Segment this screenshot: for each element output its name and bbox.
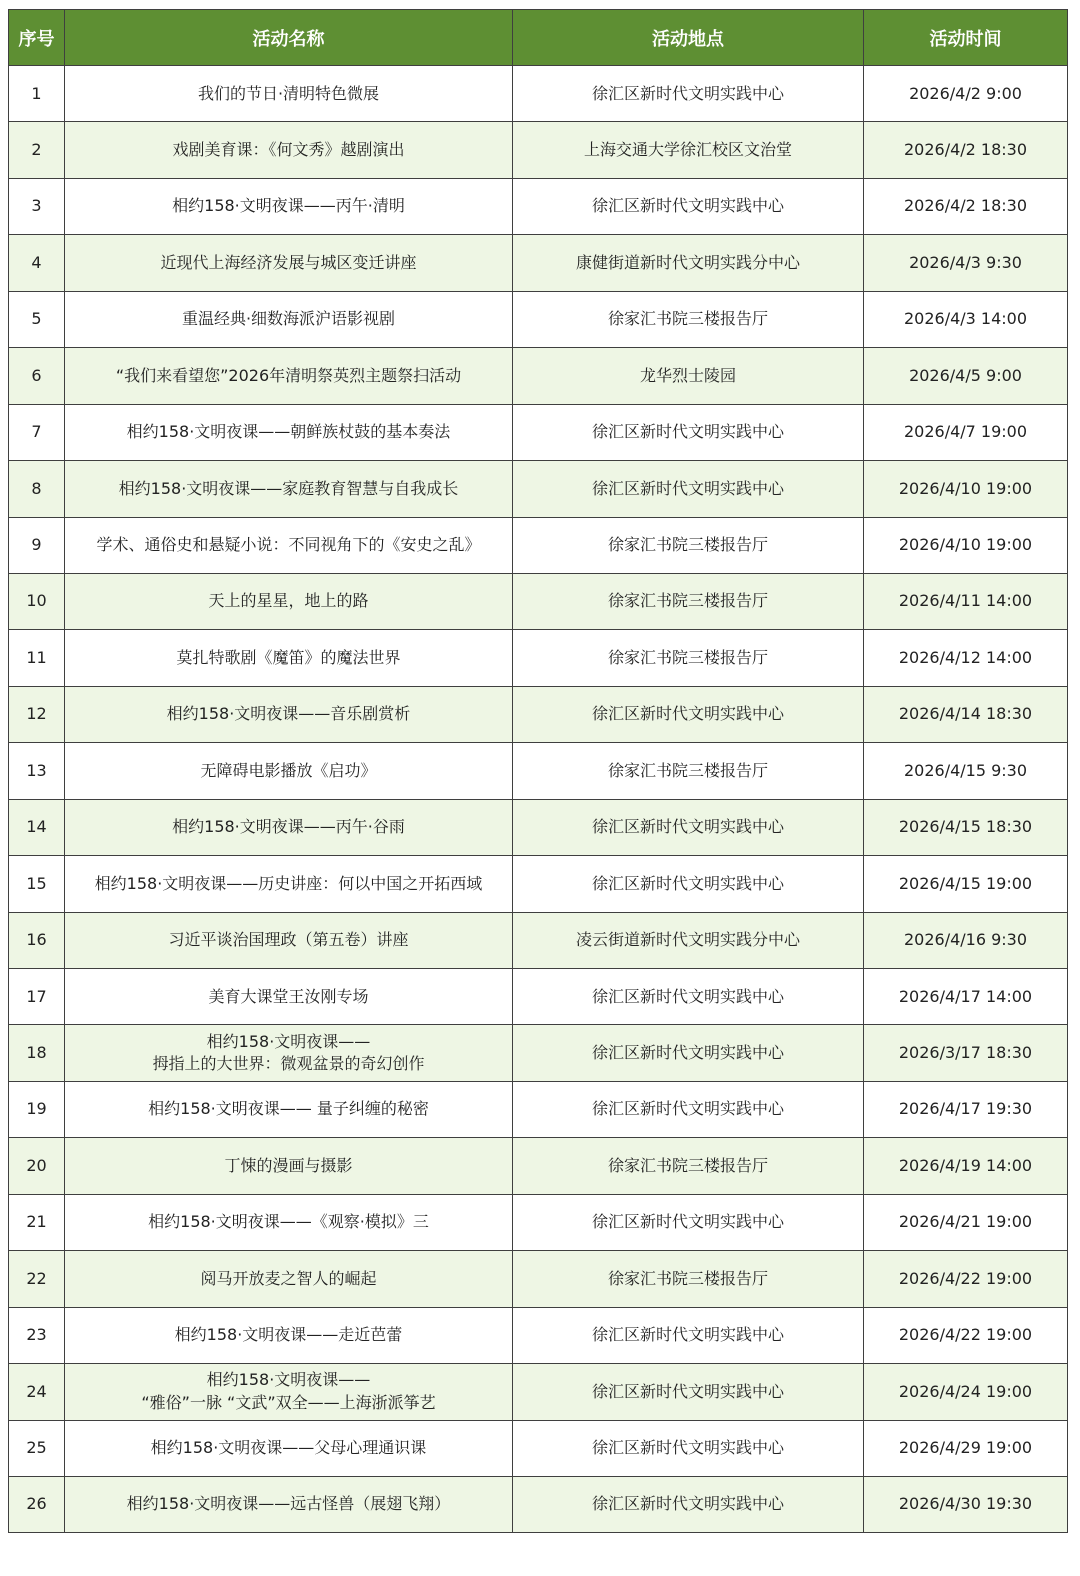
activity-time: 2026/4/15 18:30 xyxy=(864,799,1068,855)
activity-place: 徐汇区新时代文明实践中心 xyxy=(513,1364,864,1420)
activity-place: 徐汇区新时代文明实践中心 xyxy=(513,799,864,855)
row-index: 4 xyxy=(9,235,65,291)
activity-place: 徐汇区新时代文明实践中心 xyxy=(513,1307,864,1363)
activity-name xyxy=(65,1307,513,1363)
activity-name-line: 相约158·文明夜课—— xyxy=(206,1370,371,1390)
header-activity-time: 活动时间 xyxy=(864,10,1068,66)
table-row xyxy=(9,348,1068,404)
activity-name-line: 相约158·文明夜课—— xyxy=(206,1031,371,1051)
table-row xyxy=(9,969,1068,1025)
row-index: 5 xyxy=(9,291,65,347)
row-index: 23 xyxy=(9,1307,65,1363)
activity-name xyxy=(65,178,513,234)
activity-place: 徐家汇书院三楼报告厅 xyxy=(513,573,864,629)
header-activity-place: 活动地点 xyxy=(513,10,864,66)
row-index: 14 xyxy=(9,799,65,855)
table-row xyxy=(9,1138,1068,1194)
activity-name xyxy=(65,856,513,912)
row-index: 17 xyxy=(9,969,65,1025)
activity-name-line: 相约158·文明夜课——丙午·清明 xyxy=(172,196,405,216)
table-row xyxy=(9,1251,1068,1307)
table-body xyxy=(9,66,1068,1533)
header-activity-name: 活动名称 xyxy=(65,10,513,66)
header-index: 序号 xyxy=(9,10,65,66)
activity-time: 2026/4/2 18:30 xyxy=(864,178,1068,234)
activity-name-line: 天上的星星，地上的路 xyxy=(208,591,369,611)
activity-place: 凌云街道新时代文明实践分中心 xyxy=(513,912,864,968)
activity-name xyxy=(65,404,513,460)
activity-name-line: 相约158·文明夜课——父母心理通识课 xyxy=(150,1438,427,1458)
activity-name-line: 莫扎特歌剧《魔笛》的魔法世界 xyxy=(176,647,401,667)
table-row xyxy=(9,235,1068,291)
table-row xyxy=(9,66,1068,122)
row-index: 7 xyxy=(9,404,65,460)
activity-name xyxy=(65,1194,513,1250)
activity-place: 徐家汇书院三楼报告厅 xyxy=(513,630,864,686)
activity-name-line: 拇指上的大世界：微观盆景的奇幻创作 xyxy=(152,1054,425,1074)
activity-time: 2026/4/14 18:30 xyxy=(864,686,1068,742)
activity-place: 徐汇区新时代文明实践中心 xyxy=(513,1420,864,1476)
activity-name xyxy=(65,1025,513,1081)
activity-name-line: 相约158·文明夜课——音乐剧赏析 xyxy=(166,704,411,724)
row-index: 26 xyxy=(9,1476,65,1532)
row-index: 24 xyxy=(9,1364,65,1420)
activity-time: 2026/4/2 9:00 xyxy=(864,66,1068,122)
activity-place: 上海交通大学徐汇校区文治堂 xyxy=(513,122,864,178)
row-index: 22 xyxy=(9,1251,65,1307)
activity-time: 2026/4/29 19:00 xyxy=(864,1420,1068,1476)
activity-place: 徐汇区新时代文明实践中心 xyxy=(513,686,864,742)
activity-name-line: 相约158·文明夜课—— 量子纠缠的秘密 xyxy=(148,1099,429,1119)
table-row xyxy=(9,178,1068,234)
table-row xyxy=(9,799,1068,855)
row-index: 25 xyxy=(9,1420,65,1476)
activity-name-line: 重温经典·细数海派沪语影视剧 xyxy=(181,309,396,329)
activity-name-line: 我们的节日·清明特色微展 xyxy=(197,83,380,103)
row-index: 12 xyxy=(9,686,65,742)
activity-name-line: 相约158·文明夜课——远古怪兽（展翅飞翔） xyxy=(126,1494,451,1514)
table-row xyxy=(9,573,1068,629)
activity-name xyxy=(65,235,513,291)
activity-time: 2026/4/30 19:30 xyxy=(864,1476,1068,1532)
activity-time: 2026/4/15 9:30 xyxy=(864,743,1068,799)
activity-place: 康健街道新时代文明实践分中心 xyxy=(513,235,864,291)
row-index: 11 xyxy=(9,630,65,686)
table-row xyxy=(9,743,1068,799)
activity-time: 2026/4/17 19:30 xyxy=(864,1081,1068,1137)
activity-schedule-table xyxy=(8,9,1068,1533)
activity-time: 2026/4/22 19:00 xyxy=(864,1307,1068,1363)
activity-name xyxy=(65,66,513,122)
activity-place: 徐汇区新时代文明实践中心 xyxy=(513,1194,864,1250)
activity-name xyxy=(65,348,513,404)
row-index: 3 xyxy=(9,178,65,234)
row-index: 18 xyxy=(9,1025,65,1081)
row-index: 10 xyxy=(9,573,65,629)
activity-name xyxy=(65,291,513,347)
activity-time: 2026/4/2 18:30 xyxy=(864,122,1068,178)
row-index: 6 xyxy=(9,348,65,404)
activity-time: 2026/4/5 9:00 xyxy=(864,348,1068,404)
row-index: 21 xyxy=(9,1194,65,1250)
activity-place: 徐汇区新时代文明实践中心 xyxy=(513,856,864,912)
table-row xyxy=(9,856,1068,912)
activity-time: 2026/4/11 14:00 xyxy=(864,573,1068,629)
activity-place: 徐汇区新时代文明实践中心 xyxy=(513,969,864,1025)
activity-time: 2026/4/10 19:00 xyxy=(864,461,1068,517)
activity-place: 徐家汇书院三楼报告厅 xyxy=(513,1138,864,1194)
activity-name xyxy=(65,912,513,968)
activity-name-line: 学术、通俗史和悬疑小说：不同视角下的《安史之乱》 xyxy=(96,535,481,555)
activity-name-line: 戏剧美育课：《何文秀》越剧演出 xyxy=(172,139,405,159)
table-header xyxy=(9,10,1068,66)
activity-time: 2026/4/16 9:30 xyxy=(864,912,1068,968)
activity-name xyxy=(65,1081,513,1137)
activity-place: 徐汇区新时代文明实践中心 xyxy=(513,404,864,460)
activity-name-line: 相约158·文明夜课——走近芭蕾 xyxy=(174,1325,403,1345)
activity-place: 徐家汇书院三楼报告厅 xyxy=(513,517,864,573)
activity-time: 2026/4/24 19:00 xyxy=(864,1364,1068,1420)
table-row xyxy=(9,461,1068,517)
row-index: 2 xyxy=(9,122,65,178)
activity-name-line: “我们来看望您”2026年清明祭英烈主题祭扫活动 xyxy=(115,365,462,385)
table-row xyxy=(9,517,1068,573)
activity-name xyxy=(65,1420,513,1476)
activity-time: 2026/4/3 9:30 xyxy=(864,235,1068,291)
activity-name-line: 相约158·文明夜课——朝鲜族杖鼓的基本奏法 xyxy=(126,422,451,442)
activity-place: 徐汇区新时代文明实践中心 xyxy=(513,1476,864,1532)
activity-name-line: 近现代上海经济发展与城区变迁讲座 xyxy=(160,252,417,272)
row-index: 19 xyxy=(9,1081,65,1137)
activity-name xyxy=(65,630,513,686)
activity-name-line: 相约158·文明夜课——《观察·模拟》三 xyxy=(148,1212,429,1232)
activity-time: 2026/4/15 19:00 xyxy=(864,856,1068,912)
table-row xyxy=(9,1307,1068,1363)
activity-time: 2026/3/17 18:30 xyxy=(864,1025,1068,1081)
row-index: 13 xyxy=(9,743,65,799)
activity-name xyxy=(65,122,513,178)
row-index: 8 xyxy=(9,461,65,517)
table-row xyxy=(9,1420,1068,1476)
activity-name-line: 阅马开放麦之智人的崛起 xyxy=(200,1268,377,1288)
activity-time: 2026/4/19 14:00 xyxy=(864,1138,1068,1194)
activity-time: 2026/4/22 19:00 xyxy=(864,1251,1068,1307)
table-row xyxy=(9,122,1068,178)
activity-name-line: 习近平谈治国理政（第五卷）讲座 xyxy=(168,930,409,950)
activity-place: 徐家汇书院三楼报告厅 xyxy=(513,1251,864,1307)
activity-name xyxy=(65,743,513,799)
activity-time: 2026/4/21 19:00 xyxy=(864,1194,1068,1250)
table-row xyxy=(9,912,1068,968)
activity-name xyxy=(65,461,513,517)
activity-name xyxy=(65,799,513,855)
table-row xyxy=(9,291,1068,347)
activity-name-line: 相约158·文明夜课——历史讲座：何以中国之开拓西域 xyxy=(94,873,483,893)
table-row xyxy=(9,630,1068,686)
activity-time: 2026/4/3 14:00 xyxy=(864,291,1068,347)
activity-time: 2026/4/12 14:00 xyxy=(864,630,1068,686)
activity-name-line: 丁悚的漫画与摄影 xyxy=(224,1155,353,1175)
row-index: 9 xyxy=(9,517,65,573)
table-row xyxy=(9,686,1068,742)
activity-time: 2026/4/7 19:00 xyxy=(864,404,1068,460)
activity-name xyxy=(65,517,513,573)
activity-name xyxy=(65,573,513,629)
activity-place: 徐汇区新时代文明实践中心 xyxy=(513,1025,864,1081)
table-row xyxy=(9,1194,1068,1250)
activity-place: 徐汇区新时代文明实践中心 xyxy=(513,461,864,517)
row-index: 16 xyxy=(9,912,65,968)
activity-name xyxy=(65,686,513,742)
activity-name-line: 美育大课堂王汝刚专场 xyxy=(208,986,369,1006)
activity-name-line: 无障碍电影播放《启功》 xyxy=(200,760,377,780)
activity-place: 徐家汇书院三楼报告厅 xyxy=(513,743,864,799)
activity-place: 龙华烈士陵园 xyxy=(513,348,864,404)
activity-name xyxy=(65,1476,513,1532)
activity-name xyxy=(65,1364,513,1420)
table-row xyxy=(9,1081,1068,1137)
table-row xyxy=(9,1364,1068,1420)
activity-name-line: “雅俗”一脉 “文武”双全——上海浙派筝艺 xyxy=(141,1392,436,1412)
activity-name xyxy=(65,1251,513,1307)
row-index: 15 xyxy=(9,856,65,912)
activity-time: 2026/4/17 14:00 xyxy=(864,969,1068,1025)
activity-place: 徐汇区新时代文明实践中心 xyxy=(513,178,864,234)
row-index: 1 xyxy=(9,66,65,122)
activity-time: 2026/4/10 19:00 xyxy=(864,517,1068,573)
activity-place: 徐汇区新时代文明实践中心 xyxy=(513,66,864,122)
activity-place: 徐汇区新时代文明实践中心 xyxy=(513,1081,864,1137)
activity-name-line: 相约158·文明夜课——家庭教育智慧与自我成长 xyxy=(118,478,459,498)
header-row xyxy=(9,10,1068,66)
table-row xyxy=(9,1476,1068,1532)
activity-name-line: 相约158·文明夜课——丙午·谷雨 xyxy=(172,817,405,837)
activity-name xyxy=(65,1138,513,1194)
table-row xyxy=(9,1025,1068,1081)
row-index: 20 xyxy=(9,1138,65,1194)
activity-name xyxy=(65,969,513,1025)
activity-place: 徐家汇书院三楼报告厅 xyxy=(513,291,864,347)
table-row xyxy=(9,404,1068,460)
